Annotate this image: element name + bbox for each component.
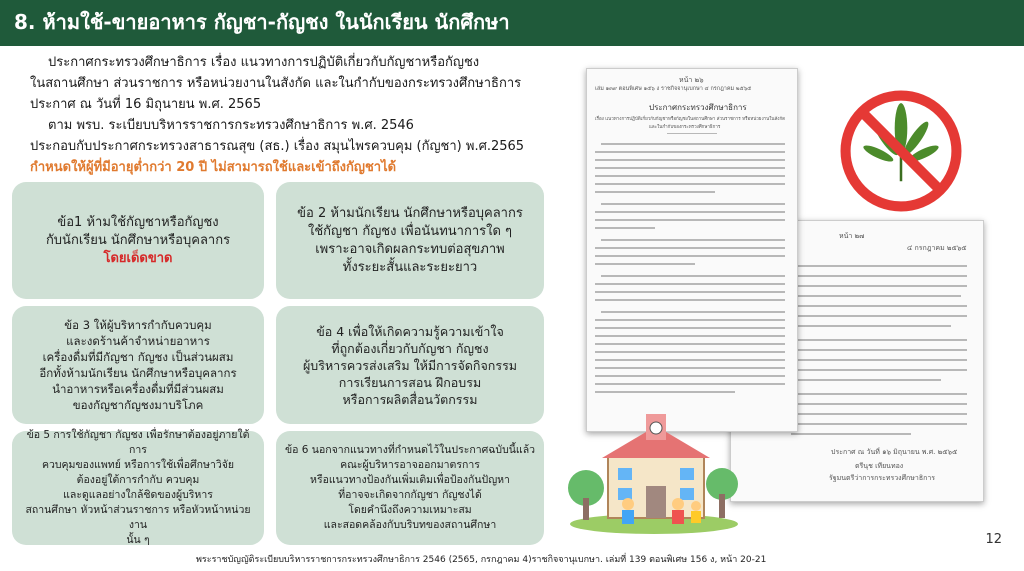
title-bar [0, 0, 1024, 46]
doc-meta: เล่ม ๑๓๙ ตอนพิเศษ ๑๕๖ ง ราชกิจจานุเบกษา ๔ กรกฎาคม ๒๕๖๕ [595, 86, 752, 92]
card-line: ข้อ1 ห้ามใช้กัญชาหรือกัญชง [57, 214, 219, 230]
card-line: ควบคุมของแพทย์ หรือการใช้เพื่อศึกษาวิจัย [41, 459, 235, 471]
intro-text [30, 52, 570, 178]
rule-card-4 [276, 306, 544, 424]
card-line: ใช้กัญชา กัญชง เพื่อนันทนาการใด ๆ [307, 223, 513, 239]
card-line: นั้น ๆ [126, 534, 150, 546]
card-line: อีกทั้งห้ามนักเรียน นักศึกษาหรือบุคลากร [39, 366, 237, 380]
school-illustration [568, 412, 740, 534]
card-line: กับนักเรียน นักศึกษาหรือบุคลากร [45, 232, 231, 248]
no-cannabis-icon [838, 88, 964, 214]
card-line: เพราะอาจเกิดผลกระทบต่อสุขภาพ [315, 241, 505, 257]
card-line: นำอาหารหรือเครื่องดื่มที่มีส่วนผสม [52, 382, 224, 396]
doc-page-label: หน้า ๒๖ [679, 76, 704, 84]
card-line: ทั้งระยะสั้นและระยะยาว [342, 259, 478, 275]
rule-card-6 [276, 431, 544, 545]
rule-card-5 [12, 431, 264, 545]
card-line: ต้องอยู่ใต้การกำกับ ควบคุม [76, 474, 200, 486]
doc-signoff: ประกาศ ณ วันที่ ๑๖ มิถุนายน พ.ศ. ๒๕๖๕ [831, 448, 958, 456]
doc-subject: และในกำกับของกระทรวงศึกษาธิการ [649, 125, 721, 130]
card-line: ที่อาจจะเกิดจากกัญชา กัญชงได้ [338, 489, 482, 501]
intro-line: ในสถานศึกษา ส่วนราชการ หรือหน่วยงานในสังกัด และในกำกับของกระทรวงศึกษาธิการ [30, 76, 522, 91]
footer-reference: พระราชบัญญัติระเบียบบริหารราชการกระทรวงศึกษาธิการ 2546 (2565, กรกฎาคม 4)ราชกิจจานุเบกษา. เล่มที่ 139 ตอนพิเศษ 156 ง, หน้า 20-21 [196, 555, 767, 565]
card-line: การเรียนการสอน ฝึกอบรม [338, 374, 482, 390]
card-line: เครื่องดื่มที่มีกัญชา กัญชง เป็นส่วนผสม [42, 350, 234, 364]
card-line: หรือการผลิตสื่อนวัตกรรม [342, 391, 478, 407]
card-line: และสอดคล้องกับบริบทของสถานศึกษา [323, 519, 497, 531]
card-line: ที่ถูกต้องเกี่ยวกับกัญชา กัญชง [331, 340, 489, 356]
card-line: สถานศึกษา หัวหน้าส่วนราชการ หรือหัวหน้าหน่วยงาน [25, 504, 251, 531]
intro-line: ประกอบกับประกาศกระทรวงสาธารณสุข (สธ.) เรื่อง สมุนไพรควบคุม (กัญชา) พ.ศ.2565 [30, 139, 525, 154]
page-number: 12 [985, 532, 1002, 547]
document-page-front [586, 68, 798, 432]
rule-card-2 [276, 182, 544, 299]
rule-card-3 [12, 306, 264, 424]
card-emphasis: โดยเด็ดขาด [103, 250, 173, 266]
rule-card-1 [12, 182, 264, 299]
age-warning: กำหนดให้ผู้ที่มีอายุต่ำกว่า 20 ปี ไม่สามารถใช้และเข้าถึงกัญชาได้ [30, 160, 397, 175]
card-line: หรือแนวทางป้องกันเพิ่มเติมเพื่อป้องกันปัญหา [310, 474, 510, 486]
intro-line: ประกาศกระทรวงศึกษาธิการ เรื่อง แนวทางการปฏิบัติเกี่ยวกับกัญชาหรือกัญชง [48, 55, 480, 70]
slide-title: 8. ห้ามใช้-ขายอาหาร กัญชา-กัญชง ในนักเรียน นักศึกษา [14, 10, 510, 34]
card-line: ข้อ 6 นอกจากแนวทางที่กำหนดไว้ในประกาศฉบับนี้แล้ว [284, 444, 536, 456]
card-line: ข้อ 4 เพื่อให้เกิดความรู้ความเข้าใจ [316, 323, 504, 339]
intro-line: ประกาศ ณ วันที่ 16 มิถุนายน พ.ศ. 2565 [30, 97, 262, 112]
doc-title: ประกาศกระทรวงศึกษาธิการ [649, 103, 747, 112]
doc-signer: ตรีนุช เทียนทอง [855, 462, 904, 470]
doc-subject: เรื่อง แนวทางการปฏิบัติเกี่ยวกับกัญชาหรือกัญชงในสถานศึกษา ส่วนราชการ หรือหน่วยงานในสังกัด [595, 117, 786, 122]
card-line: และดูแลอย่างใกล้ชิดของผู้บริหาร [63, 489, 213, 501]
doc-signer-position: รัฐมนตรีว่าการกระทรวงศึกษาธิการ [829, 474, 936, 482]
card-line: ผู้บริหารควรส่งเสริม ให้มีการจัดกิจกรรม [302, 357, 518, 373]
doc-page-label: หน้า ๒๗ [839, 232, 865, 240]
card-line: ข้อ 2 ห้ามนักเรียน นักศึกษาหรือบุคลากร [297, 205, 523, 221]
card-line: ข้อ 5 การใช้กัญชา กัญชง เพื่อรักษาต้องอยู่ภายใต้การ [26, 429, 250, 456]
card-line: ของกัญชากัญชงมาบริโภค [72, 398, 204, 412]
doc-date: ๔ กรกฎาคม ๒๕๖๕ [907, 244, 967, 252]
card-line: โดยคำนึงถึงความเหมาะสม [348, 504, 472, 516]
card-line: คณะผู้บริหารอาจออกมาตรการ [340, 459, 480, 471]
intro-line: ตาม พรบ. ระเบียบบริหารราชการกระทรวงศึกษาธิการ พ.ศ. 2546 [48, 118, 414, 133]
card-line: ข้อ 3 ให้ผู้บริหารกำกับควบคุม [64, 318, 212, 332]
card-line: และงดร้านค้าจำหน่ายอาหาร [66, 334, 210, 348]
